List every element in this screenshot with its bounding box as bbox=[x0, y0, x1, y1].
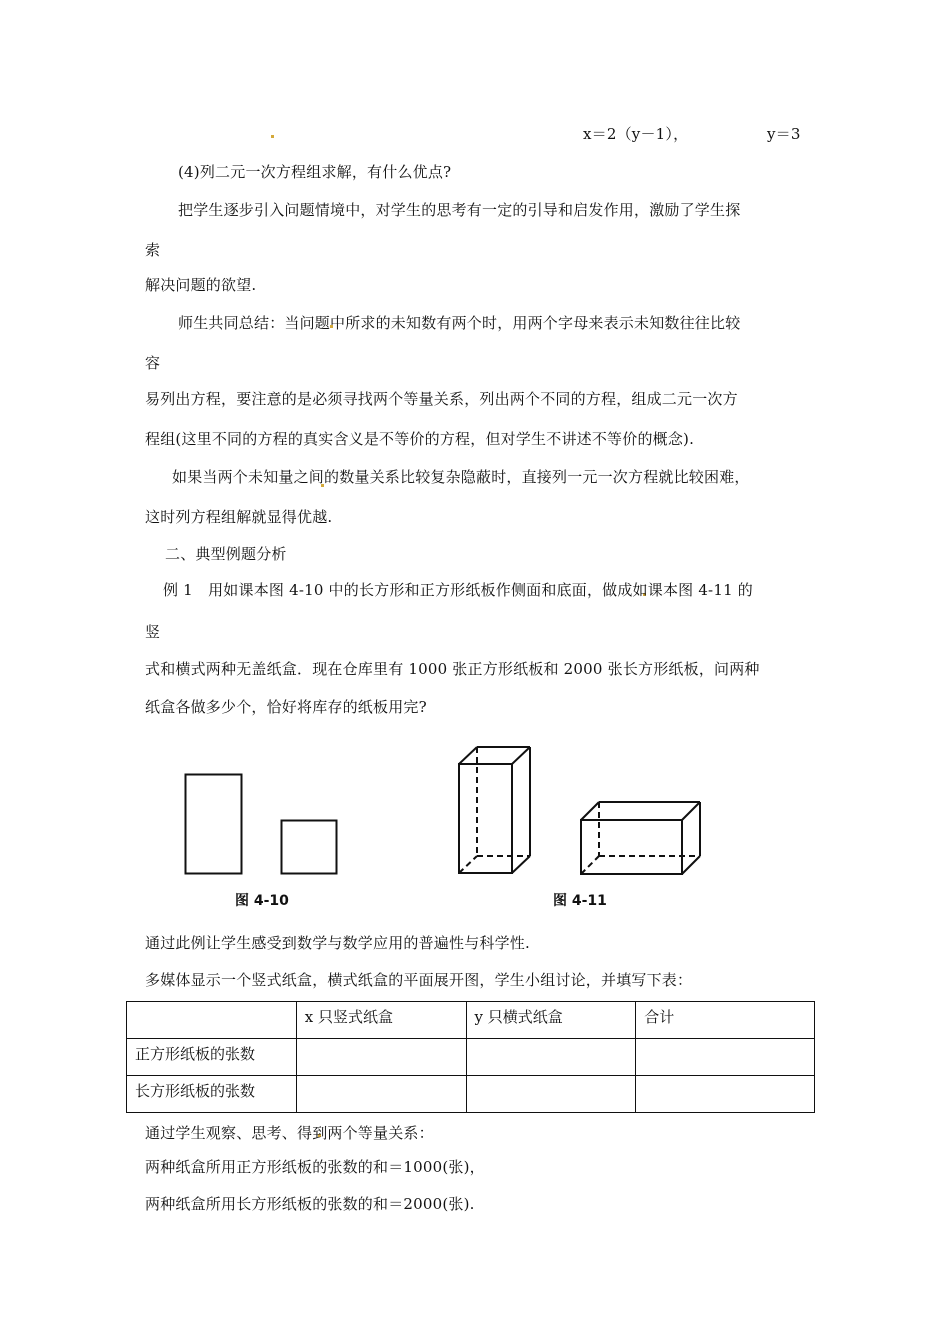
para3-line1: 如果当两个未知量之间的数量关系比较复杂隐蔽时，直接列一元一次方程就比较困难， bbox=[172, 468, 750, 486]
para2-line2: 容 bbox=[145, 354, 161, 372]
table-header-row bbox=[127, 1002, 815, 1039]
para1-line3: 解决问题的欲望. bbox=[145, 276, 257, 294]
example1-line3: 式和横式两种无盖纸盒．现在仓库里有 1000 张正方形纸板和 2000 张长方形纸板，问两种 bbox=[145, 660, 760, 678]
equation-y: y＝3 bbox=[767, 125, 801, 143]
figure-4-10 bbox=[180, 768, 350, 880]
para1-line1: 把学生逐步引入问题情境中，对学生的思考有一定的引导和启发作用，激励了学生探 bbox=[178, 201, 741, 219]
after-figure-line2: 多媒体显示一个竖式纸盒，横式纸盒的平面展开图，学生小组讨论，并填写下表： bbox=[145, 971, 693, 989]
table-header-cell: x 只竖式纸盒 bbox=[296, 1002, 466, 1039]
table-cell bbox=[636, 1039, 815, 1076]
table-cell bbox=[636, 1076, 815, 1113]
para2-line4: 程组(这里不同的方程的真实含义是不等价的方程，但对学生不讲述不等价的概念). bbox=[145, 430, 695, 448]
square-board-shape bbox=[282, 821, 337, 874]
para1-line2: 索 bbox=[145, 241, 161, 259]
conclusion-line1: 通过学生观察、思考、得到两个等量关系： bbox=[145, 1124, 434, 1142]
table-header-cell: y 只横式纸盒 bbox=[466, 1002, 636, 1039]
after-figure-line1: 通过此例让学生感受到数学与数学应用的普遍性与科学性. bbox=[145, 934, 530, 952]
table-cell bbox=[296, 1076, 466, 1113]
figure-4-10-caption: 图 4-10 bbox=[235, 893, 289, 909]
table-header-cell bbox=[127, 1002, 297, 1039]
paper-count-table bbox=[126, 1001, 815, 1113]
example1-line2: 竖 bbox=[145, 623, 161, 641]
table-cell: 正方形纸板的张数 bbox=[127, 1039, 297, 1076]
table-cell bbox=[466, 1039, 636, 1076]
vertical-box-shape bbox=[459, 747, 530, 873]
question-4: (4)列二元一次方程组求解，有什么优点? bbox=[178, 163, 452, 181]
para2-line3: 易列出方程，要注意的是必须寻找两个等量关系，列出两个不同的方程，组成二元一次方 bbox=[145, 390, 738, 408]
stray-mark bbox=[271, 135, 274, 138]
para2-line1: 师生共同总结：当问题中所求的未知数有两个时，用两个字母来表示未知数往往比较 bbox=[178, 314, 741, 332]
table-cell bbox=[466, 1076, 636, 1113]
section-heading: 二、典型例题分析 bbox=[165, 545, 287, 563]
horizontal-box-shape bbox=[581, 802, 700, 874]
conclusion-line3: 两种纸盒所用长方形纸板的张数的和＝2000(张). bbox=[145, 1195, 475, 1213]
equation-x: x＝2（y－1）， bbox=[583, 125, 689, 143]
table-row bbox=[127, 1039, 815, 1076]
table-header-cell: 合计 bbox=[636, 1002, 815, 1039]
para3-line2: 这时列方程组解就显得优越. bbox=[145, 508, 333, 526]
figure-4-11 bbox=[450, 744, 710, 884]
table-row bbox=[127, 1076, 815, 1113]
figure-4-11-caption: 图 4-11 bbox=[553, 893, 607, 909]
example1-line1: 例 1 用如课本图 4-10 中的长方形和正方形纸板作侧面和底面，做成如课本图 4-11 的 bbox=[163, 581, 753, 599]
table-cell bbox=[296, 1039, 466, 1076]
rectangle-board-shape bbox=[186, 775, 242, 874]
example1-line4: 纸盒各做多少个，恰好将库存的纸板用完? bbox=[145, 698, 427, 716]
conclusion-line2: 两种纸盒所用正方形纸板的张数的和＝1000(张)， bbox=[145, 1158, 485, 1176]
table-cell: 长方形纸板的张数 bbox=[127, 1076, 297, 1113]
